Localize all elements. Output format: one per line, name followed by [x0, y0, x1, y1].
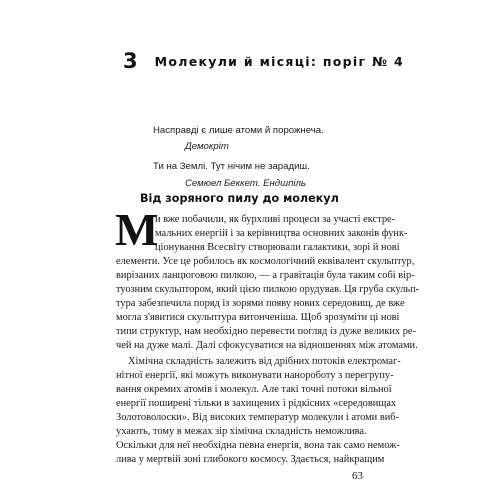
text-line: нітної енергії, які можуть виконувати нанороботу з перегрупу- [116, 370, 394, 381]
text-line: Золотоволоски». Від високих температур молекули і атоми виб- [116, 412, 400, 423]
text-line: вирізаних ланцюговою пилкою, — а гравітація була таким собі вір- [116, 270, 415, 281]
text-line: могла з'явитися скульптура витонченіша. Щоб зрозуміти ці нові [116, 312, 400, 323]
chapter-title: Молекули й місяці: поріг № 4 [154, 53, 404, 69]
text-line: чей на дуже малі. Далі сфокусуватися на відношеннях між атомами. [116, 340, 418, 351]
chapter-header [123, 47, 404, 75]
epigraph-author: Семюел Беккет. Ендшпіль [185, 178, 306, 189]
epigraph-author: Демокріт [185, 141, 229, 152]
text-line: туозним скульптором, який цією пилкою орудував. Ця груба скульп- [116, 284, 420, 295]
chapter-number: 3 [123, 49, 138, 73]
text-line: и вже побачили, як бурхливі процеси за участі екстре- [155, 214, 396, 225]
text-line: мальних енергій і за керівництва основних законів функ- [155, 228, 408, 239]
text-line: елементи. Усе це робилось як космологічний еквівалент скульптур, [116, 256, 415, 267]
text-line: Хімічна складність залежить від дрібних потоків електромаг- [128, 356, 401, 367]
text-line: Оскільки для неї необхідна певна енергія, вона так само немож- [116, 440, 400, 451]
text-line: тура забезпечила поряд із зорями появу нових середовищ, де вже [116, 298, 405, 309]
drop-cap: М [115, 204, 159, 255]
text-line: вання окремих атомів і молекул. Але такі точні потоки вільної [116, 384, 392, 395]
epigraph-quote: Насправді є лише атоми й порожнеча. [153, 125, 324, 136]
text-line: лива у мертвій зоні глибокого космосу. Здається, найкращим [116, 454, 385, 465]
section-heading: Від зоряного пилу до молекул [140, 192, 339, 205]
text-line: типи структур, нам необхідно перевести погляд із дуже великих ре- [116, 326, 416, 337]
page-number: 63 [352, 470, 363, 482]
text-line: ухають, тому в межах зір хімічна складність неможлива. [116, 426, 367, 437]
epigraph-quote: Ти на Землі. Тут нічим не зарадиш. [153, 161, 310, 172]
text-line: енергії поширені тільки в захищених і рідкісних «середовищах [116, 398, 397, 409]
text-line: ціонування Всесвіту створювали галактики, зорі й нові [155, 242, 400, 253]
